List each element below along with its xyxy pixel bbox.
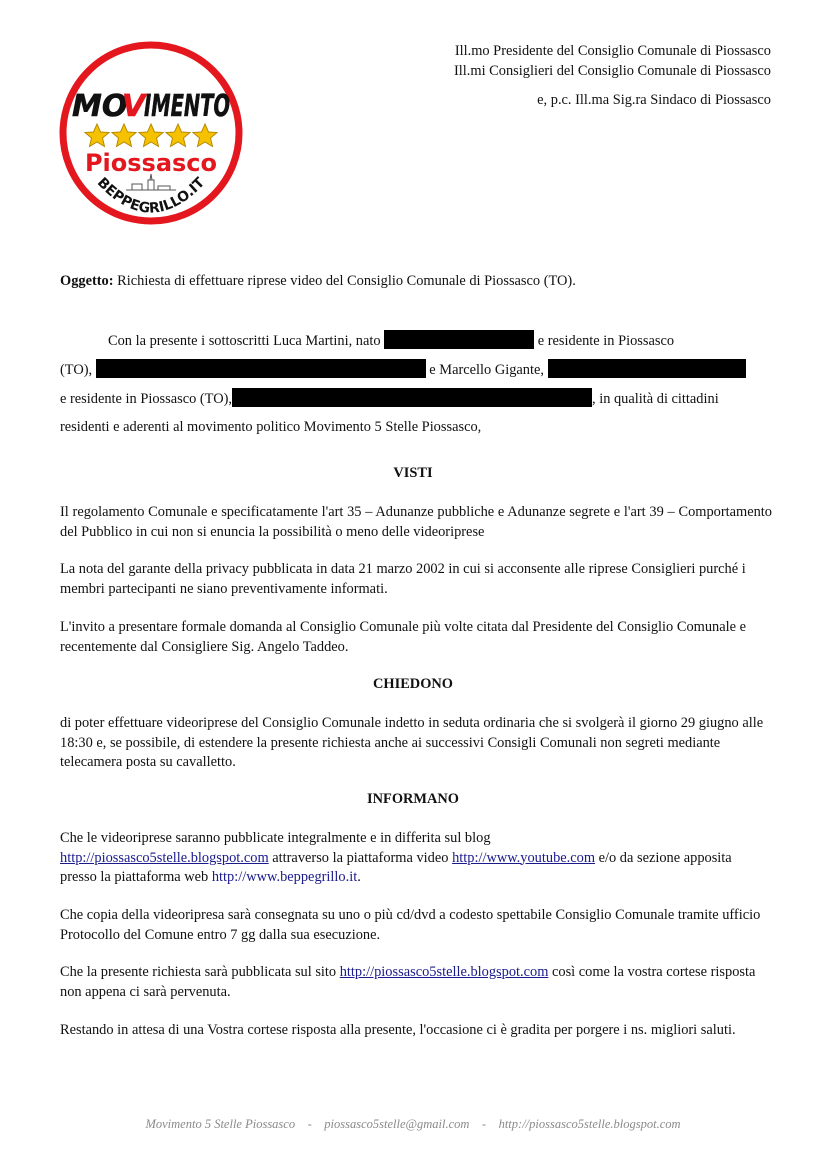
heading-chiedono: CHIEDONO [373, 676, 453, 692]
informano-paragraph-2: Che copia della videoripresa sarà consegnata su uno o più cd/dvd a codesto spettabile Consiglio Comunale tramite ufficio Protocollo del Comune entro 7 gg dalla sua esecuzione. [60, 907, 761, 943]
logo-word-mo: MO [72, 89, 128, 124]
intro-text: , in qualità di cittadini [592, 391, 719, 407]
informano-text: Che la presente richiesta sarà pubblicata sul sito [60, 964, 340, 980]
blog-link[interactable]: http://piossasco5stelle.blogspot.com [60, 849, 269, 866]
redaction-block [96, 359, 426, 378]
recipient-councillors: Ill.mi Consiglieri del Consiglio Comunale di Piossasco [454, 63, 771, 79]
visti-paragraph-3: L'invito a presentare formale domanda al Consiglio Comunale più volte citata dal Presidente del Consiglio Comunale e recentemente dal Consigliere Sig. Angelo Taddeo. [60, 619, 746, 655]
beppegrillo-link[interactable]: http://www.beppegrillo.it [211, 869, 358, 885]
recipient-mayor: e, p.c. Ill.ma Sig.ra Sindaco di Piossasco [537, 92, 771, 108]
informano-text: attraverso la piattaforma video [268, 849, 453, 866]
informano-paragraph-1 [60, 829, 772, 888]
intro-text: e Marcello Gigante, [425, 362, 548, 378]
intro-line-3 [60, 388, 772, 410]
informano-text: . [357, 869, 361, 885]
redaction-block [548, 359, 746, 378]
intro-line-2 [60, 359, 772, 381]
chiedono-paragraph: di poter effettuare videoriprese del Consiglio Comunale indetto in seduta ordinaria che si svolgerà il giorno 29 giugno alle 18:30 e, se possibile, di estendere la presente richiesta anche ai successivi Consigli Comunali non segreti mediante telecamera posta su cavalletto. [60, 715, 764, 770]
page-footer: Movimento 5 Stelle Piossasco - piossasco5stelle@gmail.com - http://piossasco5stelle.blogspot.com [145, 1117, 681, 1131]
redaction-block [232, 388, 592, 407]
recipient-president: Ill.mo Presidente del Consiglio Comunale di Piossasco [454, 43, 771, 59]
informano-text: Che le videoriprese saranno pubblicate integralmente e in differita sul blog [60, 830, 491, 846]
movimento-logo [58, 40, 244, 226]
heading-visti: VISTI [393, 465, 433, 481]
heading-informano: INFORMANO [367, 791, 459, 807]
intro-line-1 [108, 330, 820, 352]
logo-word-imento: IMENTO [144, 89, 230, 124]
subject-text: Richiesta di effettuare riprese video del Consiglio Comunale di Piossasco (TO). [113, 273, 576, 289]
informano-paragraph-3 [60, 963, 772, 1002]
intro-line-4: residenti e aderenti al movimento politico Movimento 5 Stelle Piossasco, [60, 419, 482, 435]
subject-label: Oggetto: [60, 273, 114, 289]
intro-text: Con la presente i sottoscritti Luca Martini, nato [108, 333, 385, 349]
logo-town: Piossasco [84, 149, 218, 177]
subject-line [60, 272, 772, 292]
redaction-block [384, 330, 534, 349]
closing-paragraph: Restando in attesa di una Vostra cortese risposta alla presente, l'occasione ci è gradita per porgere i ns. migliori saluti. [60, 1022, 736, 1038]
blog-link-2[interactable]: http://piossasco5stelle.blogspot.com [339, 964, 549, 980]
informano-text: così come la vostra cortese risposta non appena ci sarà pervenuta. [60, 964, 756, 1000]
logo-emblem [58, 40, 244, 226]
logo-word-v: V [122, 89, 146, 124]
youtube-link[interactable]: http://www.youtube.com [452, 849, 596, 866]
logo-site: BEPPEGRILLO.IT [93, 174, 209, 217]
intro-text: (TO), [60, 362, 96, 378]
visti-paragraph-1: Il regolamento Comunale e specificatamente l'art 35 – Adunanze pubbliche e Adunanze segrete e l'art 39 – Comportamento del Pubblico in cui non si enuncia la possibilità o meno delle videoriprese [60, 504, 772, 540]
intro-text: e residente in Piossasco (TO), [60, 391, 232, 407]
informano-text: e/o da sezione apposita presso la piattaforma web [60, 849, 732, 885]
intro-text: e residente in Piossasco [534, 333, 675, 349]
visti-paragraph-2: La nota del garante della privacy pubblicata in data 21 marzo 2002 in cui si acconsente alle riprese Consiglieri purché i membri partecipanti ne siano preventivamente informati. [60, 561, 746, 597]
